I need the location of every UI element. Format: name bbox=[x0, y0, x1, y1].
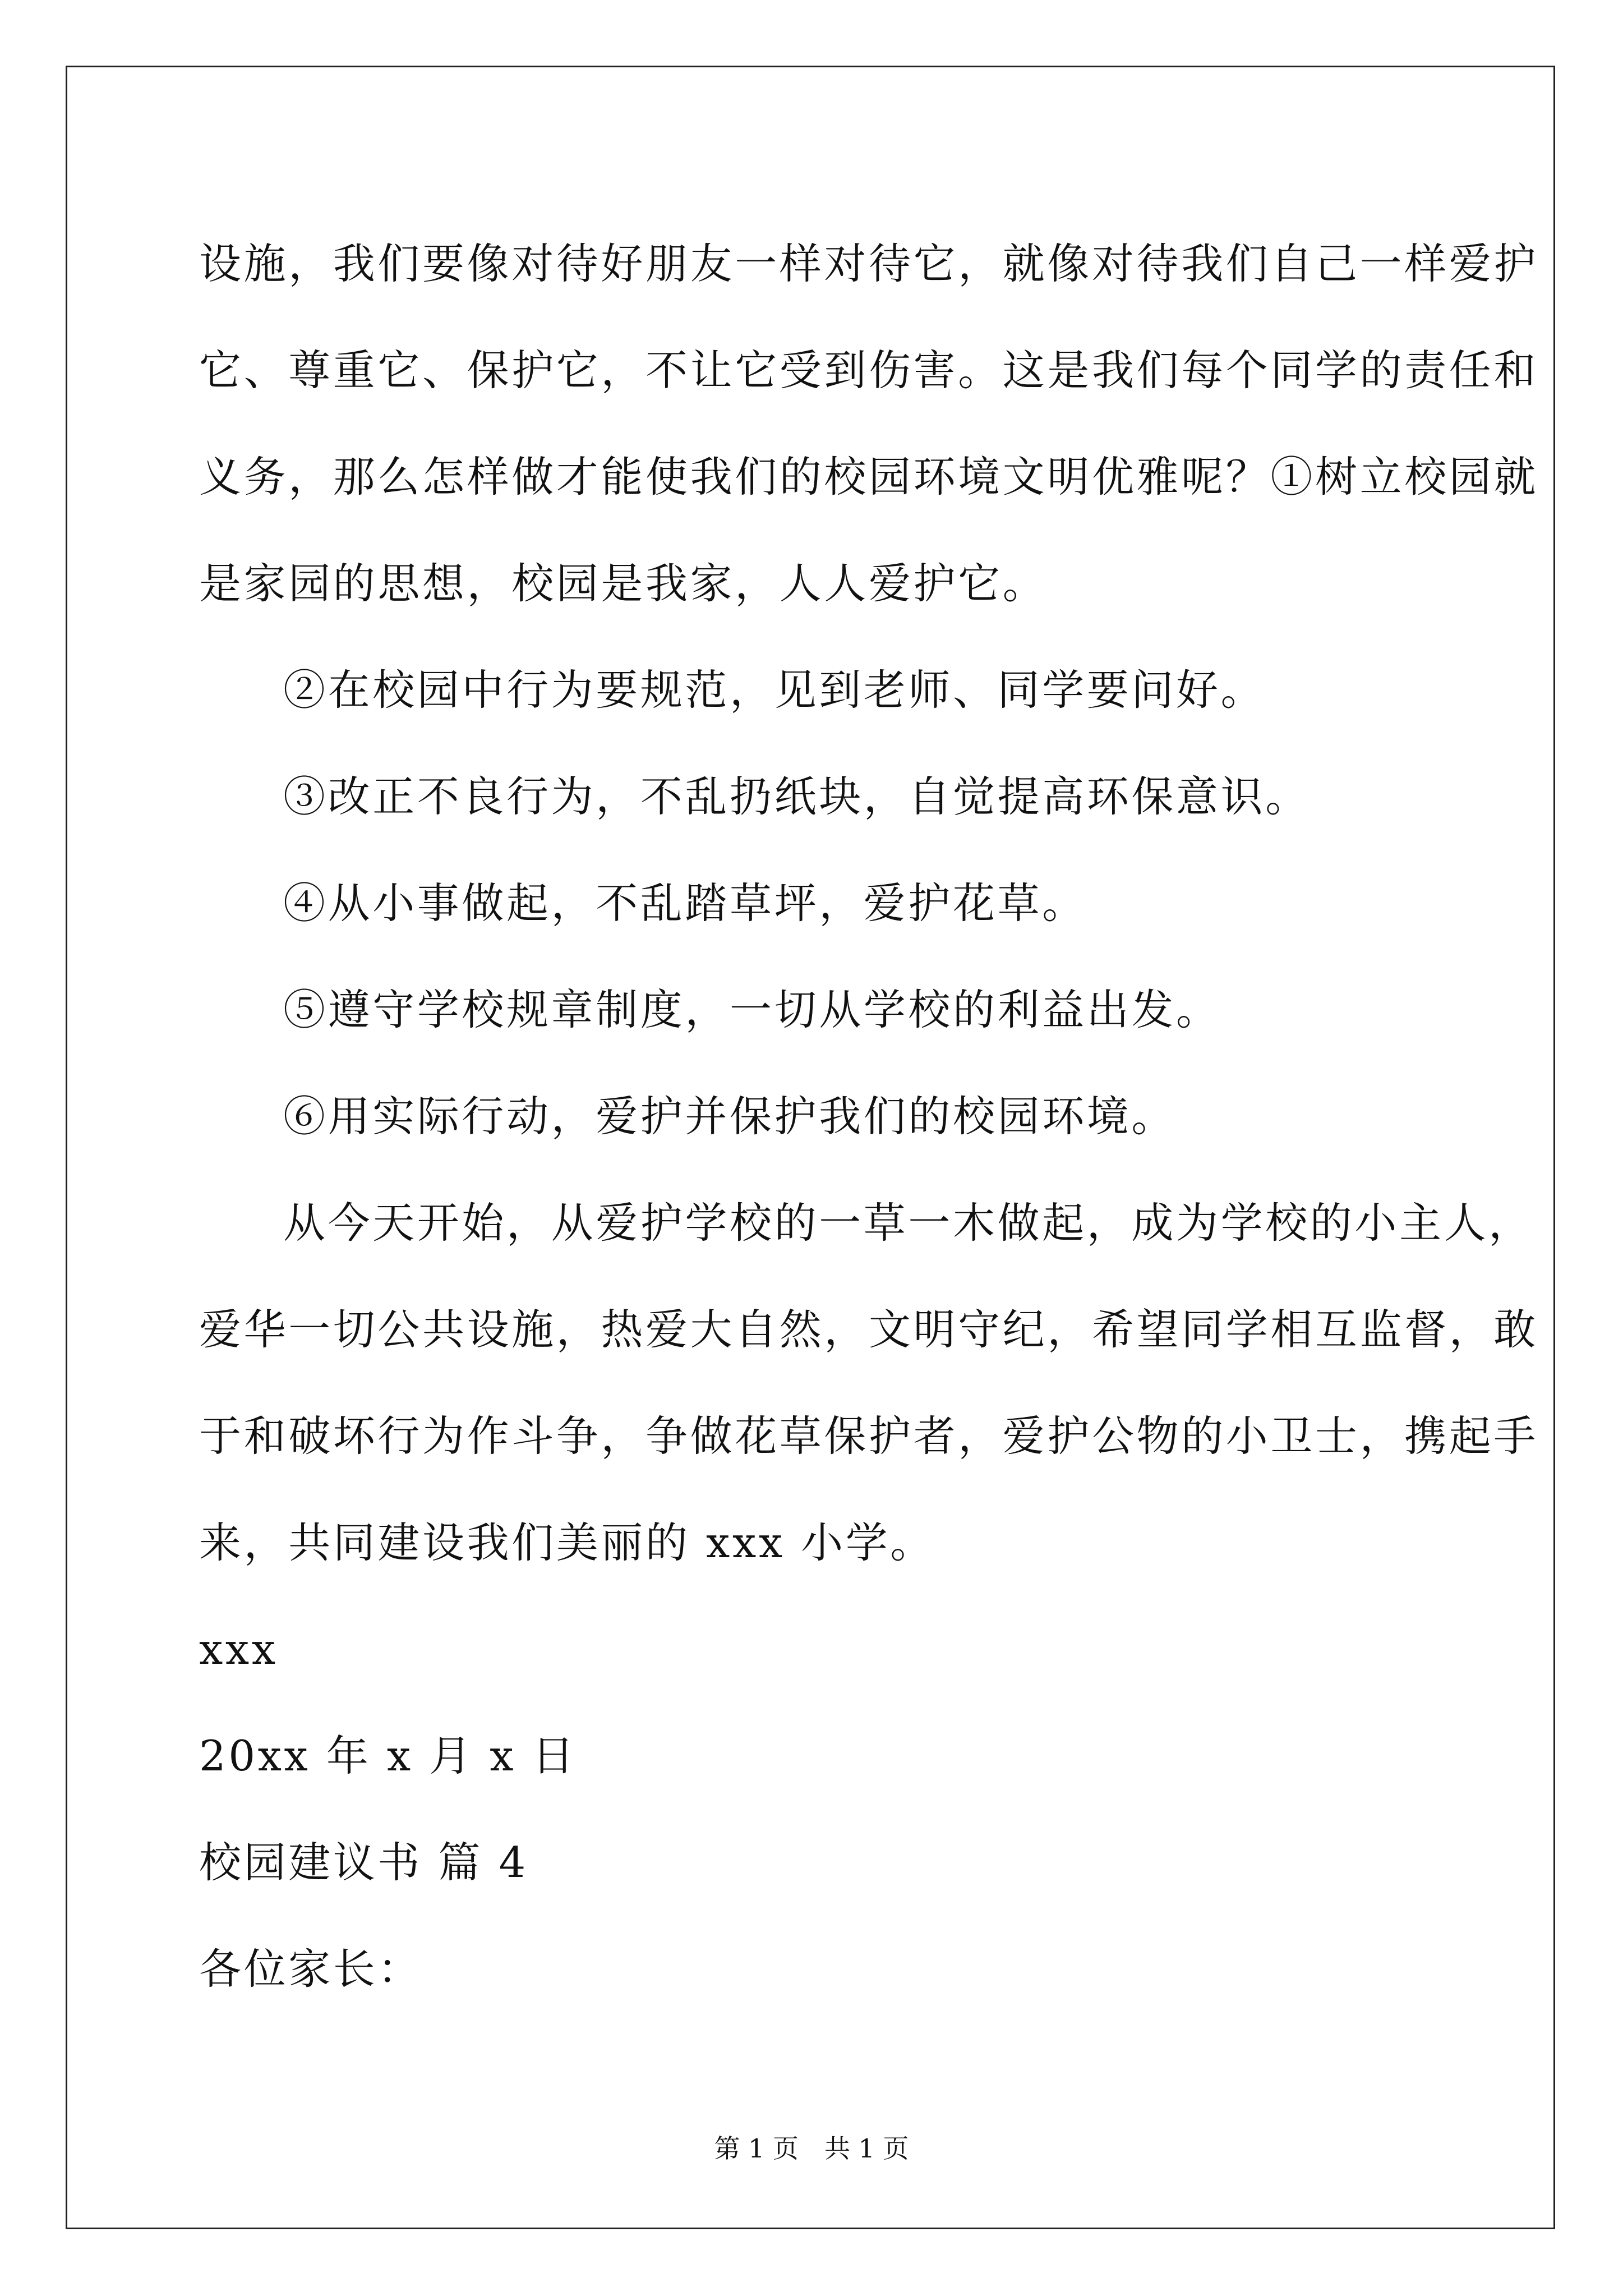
page-number: 第 1 页 共 1 页 bbox=[714, 2133, 909, 2164]
text-line: 于和破坏行为作斗争，争做花草保护者，爱护公物的小卫士，携起手 bbox=[199, 1411, 1539, 1461]
list-item: ⑤遵守学校规章制度，一切从学校的利益出发。 bbox=[283, 985, 1221, 1034]
list-item: ③改正不良行为，不乱扔纸块，自觉提高环保意识。 bbox=[283, 772, 1310, 821]
list-item: ⑥用实际行动，爱护并保护我们的校园环境。 bbox=[283, 1092, 1177, 1141]
paragraph-start: 从今天开始，从爱护学校的一草一木做起，成为学校的小主人， bbox=[283, 1198, 1533, 1248]
signature-name: xxx bbox=[199, 1625, 278, 1674]
list-item: ②在校园中行为要规范，见到老师、同学要问好。 bbox=[283, 665, 1266, 715]
text-line: 设施，我们要像对待好朋友一样对待它，就像对待我们自己一样爱护 bbox=[199, 239, 1539, 288]
text-line: 是家园的思想，校园是我家，人人爱护它。 bbox=[199, 559, 1048, 608]
list-item: ④从小事做起，不乱踏草坪，爱护花草。 bbox=[283, 878, 1087, 928]
text-line: 义务，那么怎样做才能使我们的校园环境文明优雅呢？①树立校园就 bbox=[199, 452, 1539, 501]
text-line: 来，共同建设我们美丽的 xxx 小学。 bbox=[199, 1518, 935, 1567]
signature-date: 20xx 年 x 月 x 日 bbox=[199, 1731, 577, 1780]
salutation: 各位家长： bbox=[199, 1944, 423, 1994]
text-line: 它、尊重它、保护它，不让它受到伤害。这是我们每个同学的责任和 bbox=[199, 346, 1539, 395]
section-heading: 校园建议书 篇 4 bbox=[199, 1838, 528, 1887]
text-line: 爱华一切公共设施，热爱大自然，文明守纪，希望同学相互监督，敢 bbox=[199, 1305, 1539, 1354]
document-body bbox=[199, 210, 1539, 2022]
